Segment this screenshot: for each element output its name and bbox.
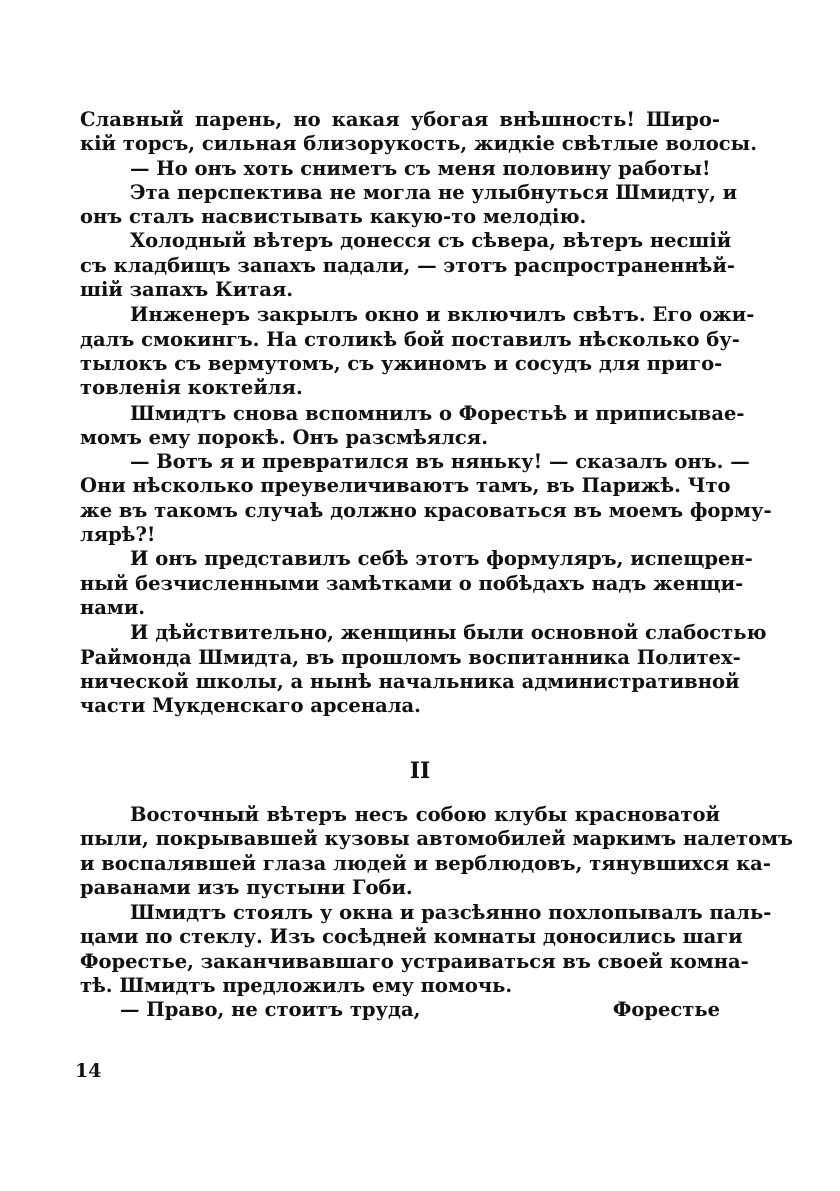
- text-line: съ кладбищъ запахъ падали, — этотъ распространеннѣй-: [80, 253, 735, 277]
- text-line: кій торсъ, сильная близорукость, жидкіе свѣтлые волосы.: [80, 132, 758, 156]
- chapter-heading: II: [409, 758, 431, 784]
- text-block-top: [80, 108, 772, 718]
- text-line: раванами изъ пустыни Гоби.: [80, 875, 413, 899]
- page-number: 14: [75, 1060, 102, 1082]
- text-line: Шмидтъ снова вспомнилъ о Форестьѣ и приписывае-: [130, 401, 745, 425]
- text-line-last: [80, 998, 720, 1022]
- text-line: Холодный вѣтеръ донесся съ сѣвера, вѣтеръ несшій: [130, 229, 732, 253]
- text-line: Они нѣсколько преувеличиваютъ тамъ, въ Парижѣ. Что: [80, 474, 731, 498]
- text-line: товленія коктейля.: [80, 376, 303, 400]
- text-block-bottom: [80, 803, 793, 1023]
- text-line: цами по стеклу. Изъ сосѣдней комнаты доносились шаги: [80, 925, 743, 949]
- text-line: И онъ представилъ себѣ этотъ формуляръ, испещрен-: [130, 547, 753, 571]
- text-line: момъ ему порокѣ. Онъ разсмѣялся.: [80, 425, 489, 449]
- text-line: онъ сталъ насвистывать какую-то мелодію.: [80, 205, 587, 229]
- text-line: Инженеръ закрылъ окно и включилъ свѣтъ. Его ожи-: [130, 303, 755, 327]
- text-line: тылокъ съ вермутомъ, съ ужиномъ и сосудъ для приго-: [80, 351, 723, 375]
- text-line: Восточный вѣтеръ несъ собою клубы красноватой: [130, 803, 720, 826]
- text-line: шій запахъ Китая.: [80, 278, 294, 302]
- text-line: части Мукденскаго арсенала.: [80, 694, 421, 718]
- text-line: тѣ. Шмидтъ предложилъ ему помочь.: [80, 974, 513, 998]
- text-line: же въ такомъ случаѣ должно красоваться въ моемъ форму-: [80, 498, 772, 522]
- text-line: И дѣйствительно, женщины были основной слабостью: [130, 621, 767, 645]
- text-line: ный безчисленными замѣтками о побѣдахъ надъ женщи-: [80, 571, 744, 595]
- text-line: — Но онъ хоть сниметъ съ меня половину работы!: [130, 156, 711, 180]
- text-line: Эта перспектива не могла не улыбнуться Шмидту, и: [130, 180, 738, 204]
- text-line: нической школы, а нынѣ начальника административной: [80, 669, 740, 693]
- text-line: и воспалявшей глаза людей и верблюдовъ, тянувшихся ка-: [80, 851, 771, 875]
- text-line: Раймонда Шмидта, въ прошломъ воспитанника Политех-: [80, 645, 741, 669]
- text-line: — Вотъ я и превратился въ няньку! — сказалъ онъ. —: [130, 450, 750, 474]
- text-line: лярѣ?!: [80, 523, 156, 547]
- text-line: Шмидтъ стоялъ у окна и разсѣянно похлопывалъ паль-: [130, 901, 772, 925]
- text-line: Славный парень, но какая убогая внѣшность! Широ-: [80, 108, 720, 131]
- text-line-last-left: — Право, не стоитъ труда,: [120, 998, 421, 1022]
- text-line: Форестье, заканчивавшаго устраиваться въ своей комна-: [80, 949, 749, 973]
- text-line-last-right: Форестье: [612, 998, 720, 1022]
- text-line: пыли, покрывавшей кузовы автомобилей маркимъ налетомъ: [80, 827, 793, 851]
- text-line: далъ смокингъ. На столикѣ бой поставилъ нѣсколько бу-: [80, 327, 740, 351]
- text-line: нами.: [80, 595, 146, 619]
